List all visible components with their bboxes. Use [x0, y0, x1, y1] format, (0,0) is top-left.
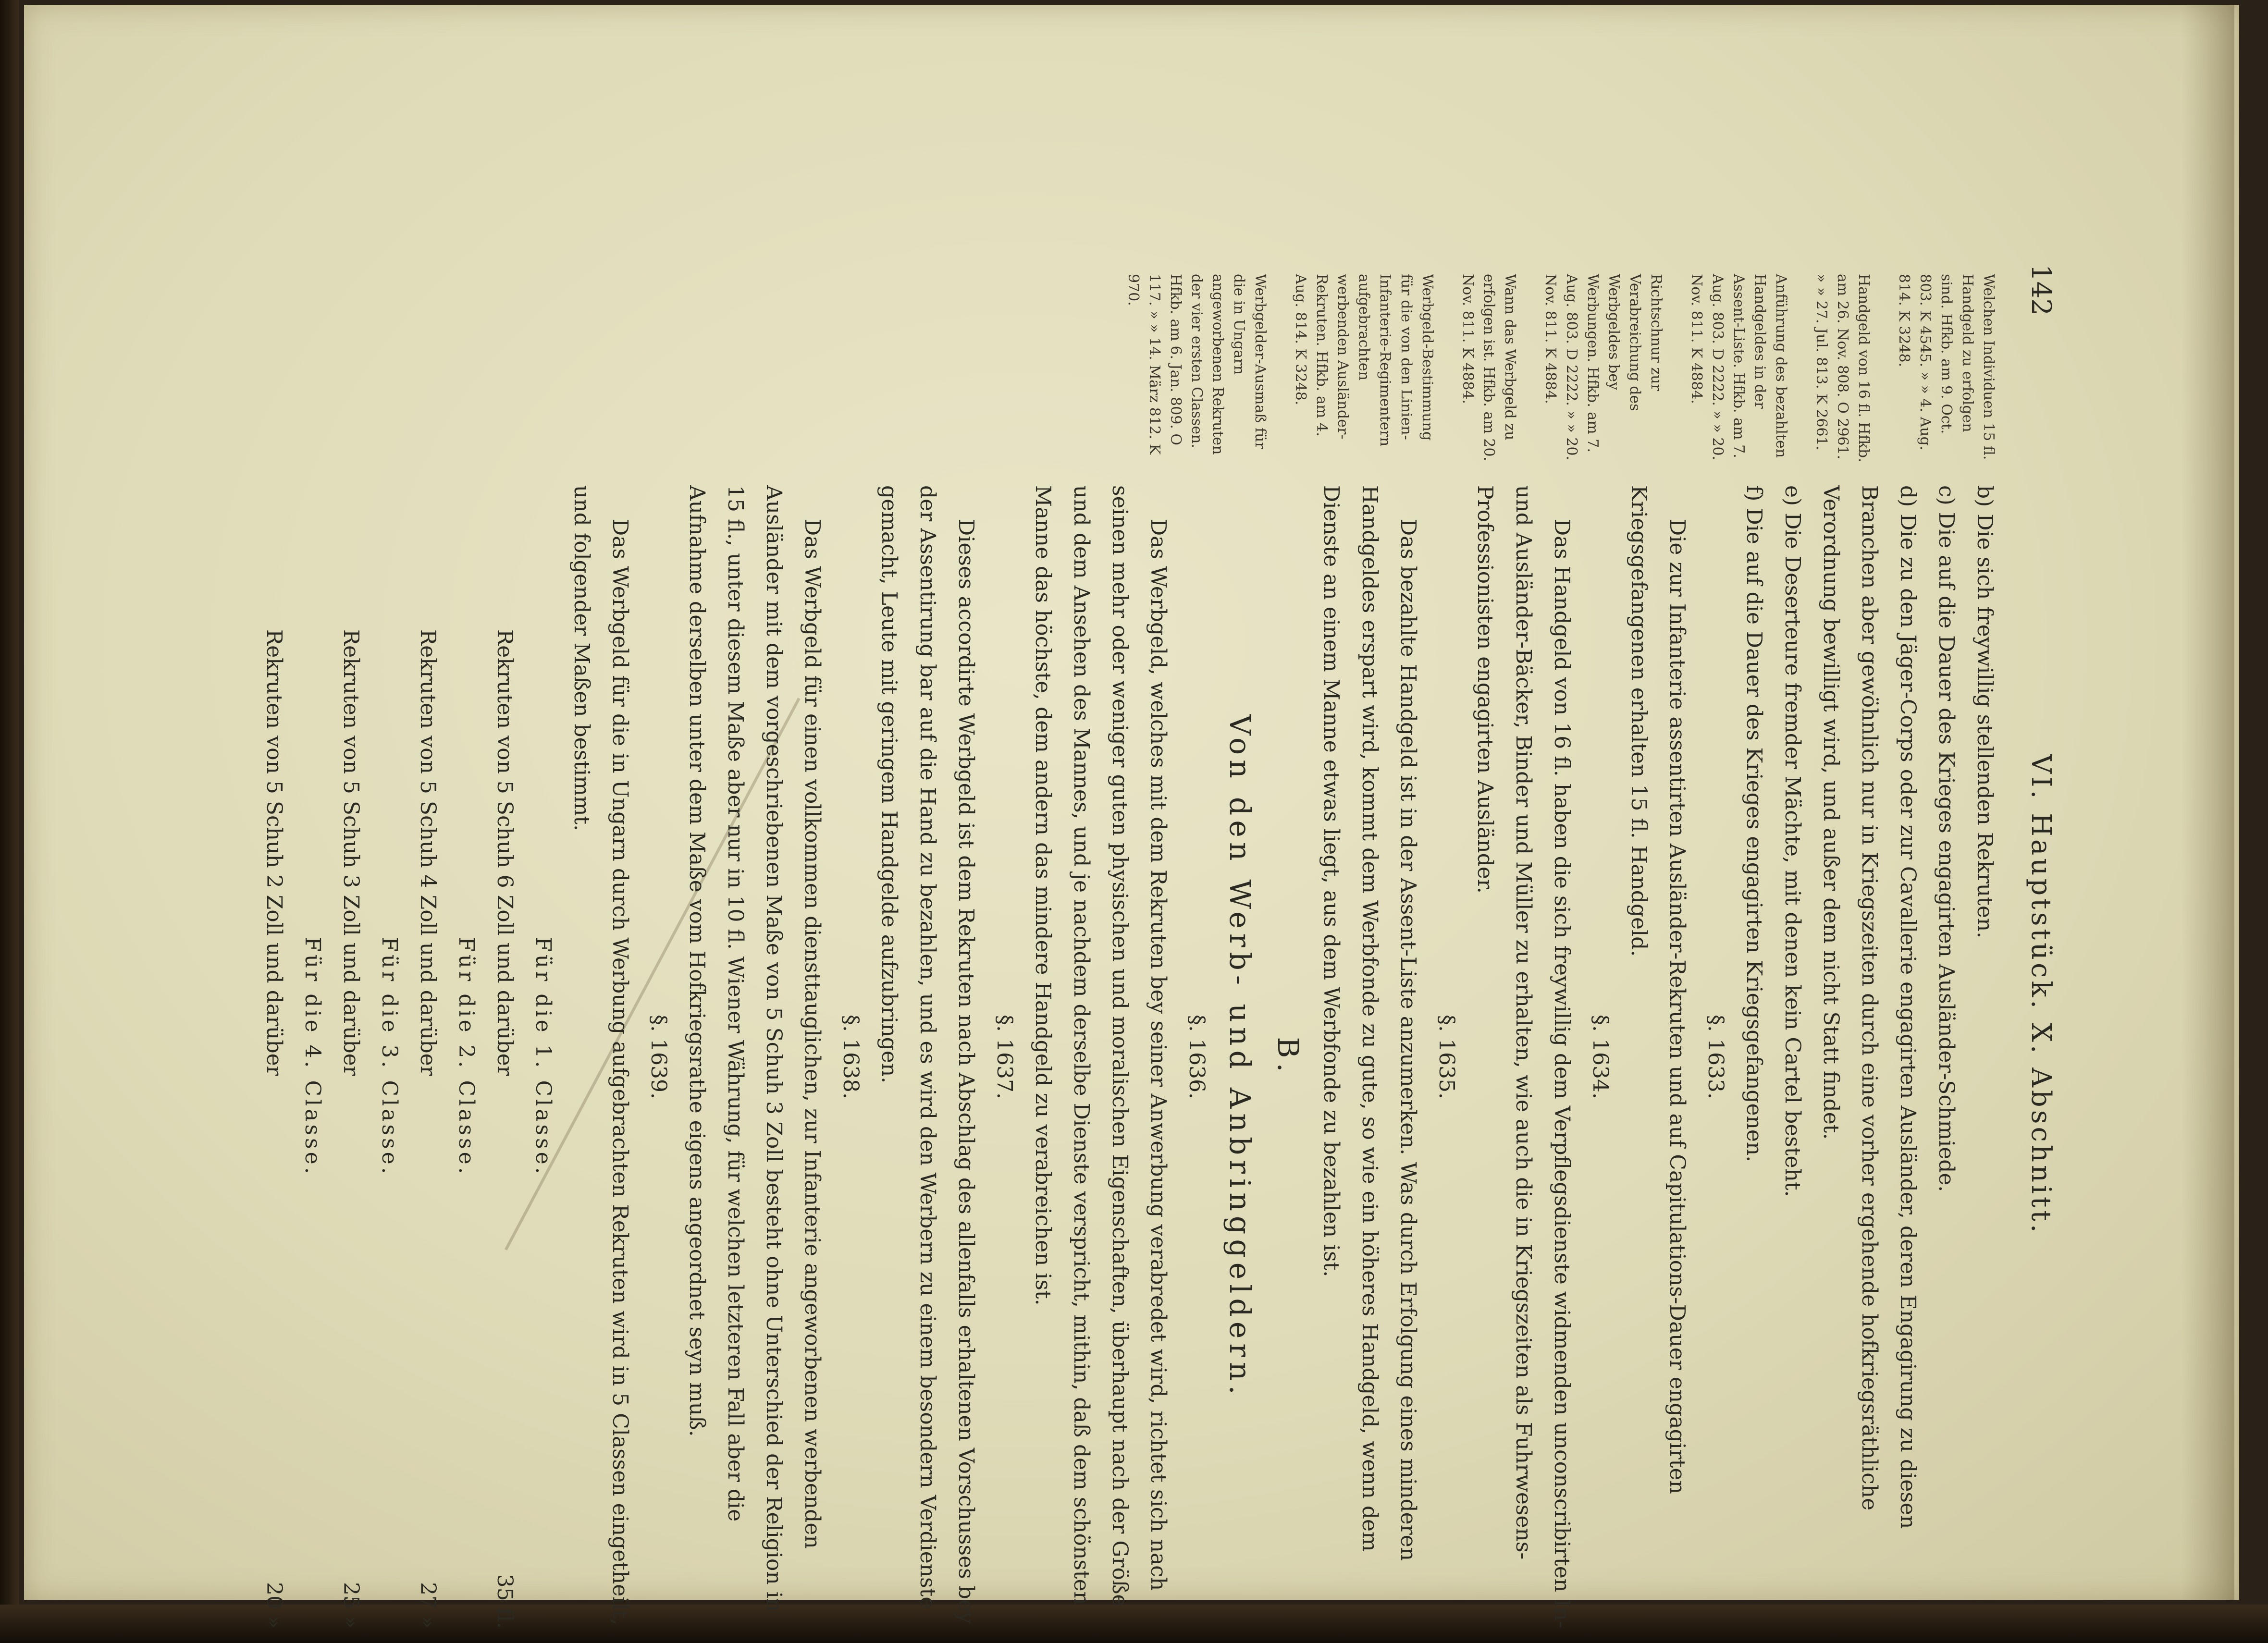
running-header [2018, 264, 2057, 1629]
class-label: Rekruten von 5 Schuh 3 Zoll und darüber [339, 629, 363, 1076]
paragraph-number: §. 1638. [838, 1015, 863, 1099]
list-item: b) Die sich freywillig stellenden Rekruten. [1972, 485, 1997, 939]
class-row [332, 485, 370, 1629]
class-amount: 25 » [339, 1582, 363, 1629]
margin-notes [1103, 274, 1999, 466]
class-label: Rekruten von 5 Schuh 6 Zoll und darüber [493, 629, 517, 1076]
list-item: d) Die zu den Jäger-Corps oder zur Cavallerie engagirten Ausländer, deren Engagirung zu diesen Branchen aber gewöhnlich nur in Kriegszeiten durch eine vorher ergehende hofkriegsräthliche Verordnung bewilligt wird, und außer dem nicht Statt findet. [1819, 485, 1920, 1529]
paragraph: Dieses accordirte Werbgeld ist dem Rekruten nach Abschlag des allenfalls erhaltenen Vorschusses bey der Assentirung bar auf die Hand zu bezahlen, und es wird den Werbern zu einem besondern Verdienste gemacht, Leute mit geringem Handgelde aufzubringen. [877, 485, 978, 1624]
sidenote: Anführung des bezahlten Handgeldes in der Assent-Liste. Hfkb. am 7. Aug. 803. D 2222. » » 20. Nov. 811. K 4884. [1688, 274, 1789, 461]
class-heading: Für die 1. Classe. [531, 937, 555, 1177]
running-head: VI. Hauptstück. X. Abschnitt. [2025, 754, 2057, 1236]
paragraph-number: §. 1639. [646, 1015, 671, 1099]
sidenote: Wann das Werbgeld zu erfolgen ist. Hfkb. am 20. Nov. 811. K 4884. [1459, 274, 1518, 462]
page-number: 142 [2025, 264, 2057, 316]
paragraph: Das Werbgeld, welches mit dem Rekruten bey seiner Anwerbung verabredet wird, richtet sich nach seinen mehr oder weniger guten physischen und moralischen Eigenschaften, überhaupt nach der Größe und dem Ansehen des Mannes, und je nachdem derselbe Dienste verspricht, mithin, daß dem schönsten Manne das höchste, dem andern das mindere Handgeld zu verabreichen ist. [1031, 485, 1171, 1607]
class-amount: 35 fl. [493, 1574, 517, 1629]
list-item: e) Die Deserteure fremder Mächte, mit denen kein Cartel besteht. [1780, 485, 1805, 1197]
page-content [262, 264, 2057, 1629]
class-amount: 20 » [262, 1582, 286, 1629]
class-label: Rekruten von 5 Schuh 2 Zoll und darüber [262, 629, 286, 1076]
page-fold-shadow [2182, 5, 2234, 1600]
main-text [255, 485, 2004, 1629]
paragraph: Das Werbgeld für die in Ungarn durch Werbung aufgebrachten Rekruten wird in 5 Classen eingetheilt, und folgender Maßen bestimmt. [569, 485, 632, 1626]
sidenote: Richtschnur zur Verabreichung des Werbgeldes bey Werbungen. Hfkb. am 7. Aug. 803. D 2222. » » 20. Nov. 811. K 4884. [1542, 274, 1664, 461]
class-row [408, 485, 447, 1629]
class-amount: 27 » [416, 1582, 440, 1629]
list-item: c) Die auf die Dauer des Krieges engagirten Ausländer-Schmiede. [1934, 485, 1959, 1192]
paragraph-number: §. 1636. [1184, 1015, 1209, 1099]
class-heading: Für die 4. Classe. [300, 937, 325, 1177]
scan-frame-left [0, 0, 19, 1643]
paragraph: Das Handgeld von 16 fl. haben die sich freywillig dem Verpflegsdienste widmenden unconscribirten In- und Ausländer-Bäcker, Binder und Müller zu erhalten, wie auch die in Kriegszeiten als Fuhrwesens-Professionisten engagirten Ausländer. [1473, 485, 1574, 1628]
paragraph: Das bezahlte Handgeld ist in der Assent-Liste anzumerken. Was durch Erfolgung eines minderen Handgeldes erspart wird, kommt dem Werbfonde zu gute, so wie ein höheres Handgeld, wenn dem Dienste an einem Manne etwas liegt, aus dem Werbfonde zu bezahlen ist. [1319, 485, 1420, 1561]
class-label: Rekruten von 5 Schuh 4 Zoll und darüber [416, 629, 440, 1076]
class-heading: Für die 2. Classe. [454, 937, 479, 1177]
section-title: Von den Werb- und Anbringgeldern. [1223, 714, 1257, 1399]
list-item: f) Die auf die Dauer des Krieges engagirten Kriegsgefangenen. [1742, 485, 1766, 1163]
sidenote: Werbgelder-Ausmaß für die in Ungarn angeworbenen Rekruten der vier ersten Classen. Hfkb. am 6. Jan. 809. O 117. » » 14. März 812. K 970. [1125, 274, 1269, 455]
paragraph-number: §. 1635. [1434, 1015, 1459, 1099]
sidenote: Handgeld von 16 fl. Hfkb. am 26. Nov. 808. O 2961. » » 27. Jul. 813. K 2661. [1813, 274, 1872, 463]
paragraph: Das Werbgeld für einen vollkommen diensttauglichen, zur Infanterie angeworbenen werbenden Ausländer mit dem vorgeschriebenen Maße von 5 Schuh 3 Zoll besteht ohne Unterschied der Religion in 15 fl., unter diesem Maße aber nur in 10 fl. Wiener Währung, für welchen letzteren Fall aber die Aufnahme derselben unter dem Maße vom Hofkriegsrathe eigens angeordnet seyn muß. [685, 485, 825, 1612]
paragraph-number: §. 1633. [1703, 1015, 1728, 1099]
class-row [255, 485, 293, 1629]
class-row [485, 485, 524, 1629]
paragraph-number: §. 1634. [1588, 1015, 1613, 1099]
sidenote: Werbgeld-Bestimmung für die von den Linien-Infanterie-Regimentern aufgebrachten werbenden Ausländer-Rekruten. Hfkb. am 4. Aug. 814. K 3248. [1292, 274, 1436, 447]
section-letter: B. [1271, 1037, 1305, 1077]
paragraph-number: §. 1637. [992, 1015, 1017, 1099]
sidenote: Welchen Individuen 15 fl. Handgeld zu erfolgen sind. Hfkb. am 9. Oct. 803. K 4545. » » 4. Aug. 814. K 3248. [1896, 274, 1997, 460]
class-heading: Für die 3. Classe. [377, 937, 402, 1177]
paragraph: Die zur Infanterie assentirten Ausländer-Rekruten und auf Capitulations-Dauer engagirten Kriegsgefangenen erhalten 15 fl. Handgeld. [1627, 485, 1689, 1494]
